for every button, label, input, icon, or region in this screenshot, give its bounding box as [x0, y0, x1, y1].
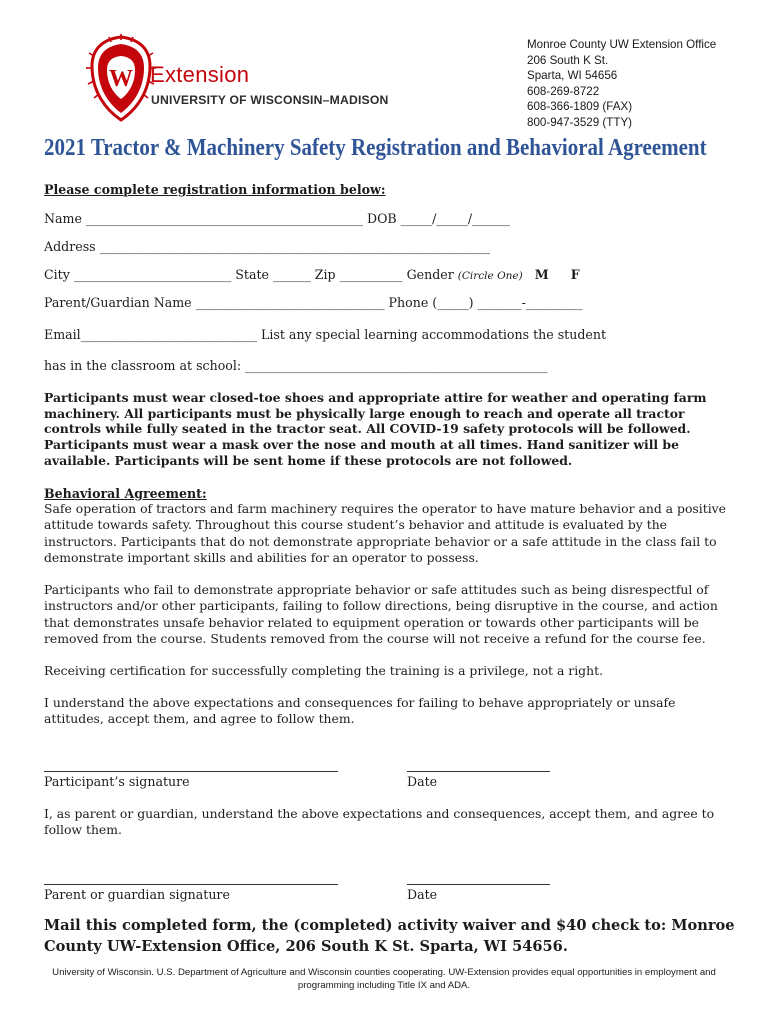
mail-instructions: Mail this completed form, the (completed) activity waiver and $40 check to: Monroe County UW-Extension Office, 206 South K St. Sparta, WI 54656.: [44, 917, 735, 955]
svg-text:W: W: [109, 66, 133, 92]
address-field[interactable]: Address ______________________________________________________________: [44, 239, 491, 254]
page-title: 2021 Tractor & Machinery Safety Registration and Behavioral Agreement: [44, 134, 707, 161]
behavioral-paragraph: I understand the above expectations and consequences for failing to behave appropriately or unsafe attitudes, accept them, and agree to follow them.: [44, 695, 676, 727]
behavioral-paragraph: Receiving certification for successfully completing the training is a privilege, not a right.: [44, 663, 604, 678]
office-line: 608-366-1809 (FAX): [527, 100, 633, 113]
name-dob-field[interactable]: Name ____________________________________________ DOB _____/_____/______: [44, 211, 510, 226]
city-state-zip-label: City _________________________ State ______ Zip __________ Gender: [44, 267, 454, 282]
parent-signature-label: Parent or guardian signature: [44, 887, 230, 902]
email-field[interactable]: Email____________________________ List any special learning accommodations the student: [44, 327, 607, 342]
parent-date-line[interactable]: [407, 884, 550, 885]
parent-statement: I, as parent or guardian, understand the above expectations and consequences, accept them, and agree to follow them.: [44, 806, 715, 838]
uw-extension-logo: [86, 34, 416, 124]
office-line: 800-947-3529 (TTY): [527, 115, 633, 129]
participant-signature-label: Participant’s signature: [44, 774, 190, 789]
university-name: UNIVERSITY OF WISCONSIN–MADISON: [151, 93, 389, 107]
office-line: 608-269-8722: [527, 84, 600, 98]
parent-phone-field[interactable]: Parent/Guardian Name ______________________________ Phone (_____) _______-_________: [44, 295, 583, 310]
behavioral-paragraph: Safe operation of tractors and farm machinery requires the operator to have mature behavior and a positive attitude towards safety. Throughout this course student’s behavior and attitude is evaluated by the instructors. Participants that do not demonstrate appropriate behavior or a safe attitude in the class fail to demonstrate important skills and abilities for an operator to possess.: [44, 501, 726, 565]
participant-date-line[interactable]: [407, 771, 550, 772]
office-address: [527, 37, 716, 130]
city-state-zip-field[interactable]: [44, 267, 580, 282]
circle-one-hint: (Circle One): [457, 270, 523, 282]
requirements-paragraph: Participants must wear closed-toe shoes and appropriate attire for weather and operating farm machinery. All participants must be physically large enough to reach and operate all tractor controls while fully seated in the tractor seat. All COVID-19 safety protocols will be followed. Participants must wear a mask over the nose and mouth at all times. Hand sanitizer will be available. Participants will be sent home if these protocols are not followed.: [44, 390, 707, 468]
office-line: 206 South K St.: [527, 53, 609, 67]
office-line: Monroe County UW Extension Office: [527, 38, 717, 51]
footer-disclaimer: University of Wisconsin. U.S. Department of Agriculture and Wisconsin counties cooperating. UW-Extension provides equal opportunities in employment and programming including Title IX and ADA.: [52, 967, 716, 991]
parent-signature-line[interactable]: [44, 884, 338, 885]
behavioral-paragraph: Participants who fail to demonstrate appropriate behavior or safe attitudes such as being disrespectful of instructors and/or other participants, failing to follow directions, being disruptive in the course, and action that demonstrates unsafe behavior related to equipment operation or towards other participants will be removed from the course. Students removed from the course will not receive a refund for the course fee.: [44, 582, 718, 646]
office-line: Sparta, WI 54656: [527, 69, 618, 82]
behavioral-heading: Behavioral Agreement:: [44, 486, 207, 501]
registration-heading: Please complete registration information below:: [44, 182, 386, 197]
date-label: Date: [407, 887, 438, 902]
gender-m-option[interactable]: M: [534, 267, 549, 282]
accommodations-field[interactable]: has in the classroom at school: ________________________________________________: [44, 358, 548, 373]
participant-signature-line[interactable]: [44, 771, 338, 772]
gender-f-option[interactable]: F: [570, 267, 580, 282]
uw-crest-icon: [86, 34, 156, 124]
extension-wordmark: Extension: [150, 62, 250, 87]
date-label: Date: [407, 774, 438, 789]
